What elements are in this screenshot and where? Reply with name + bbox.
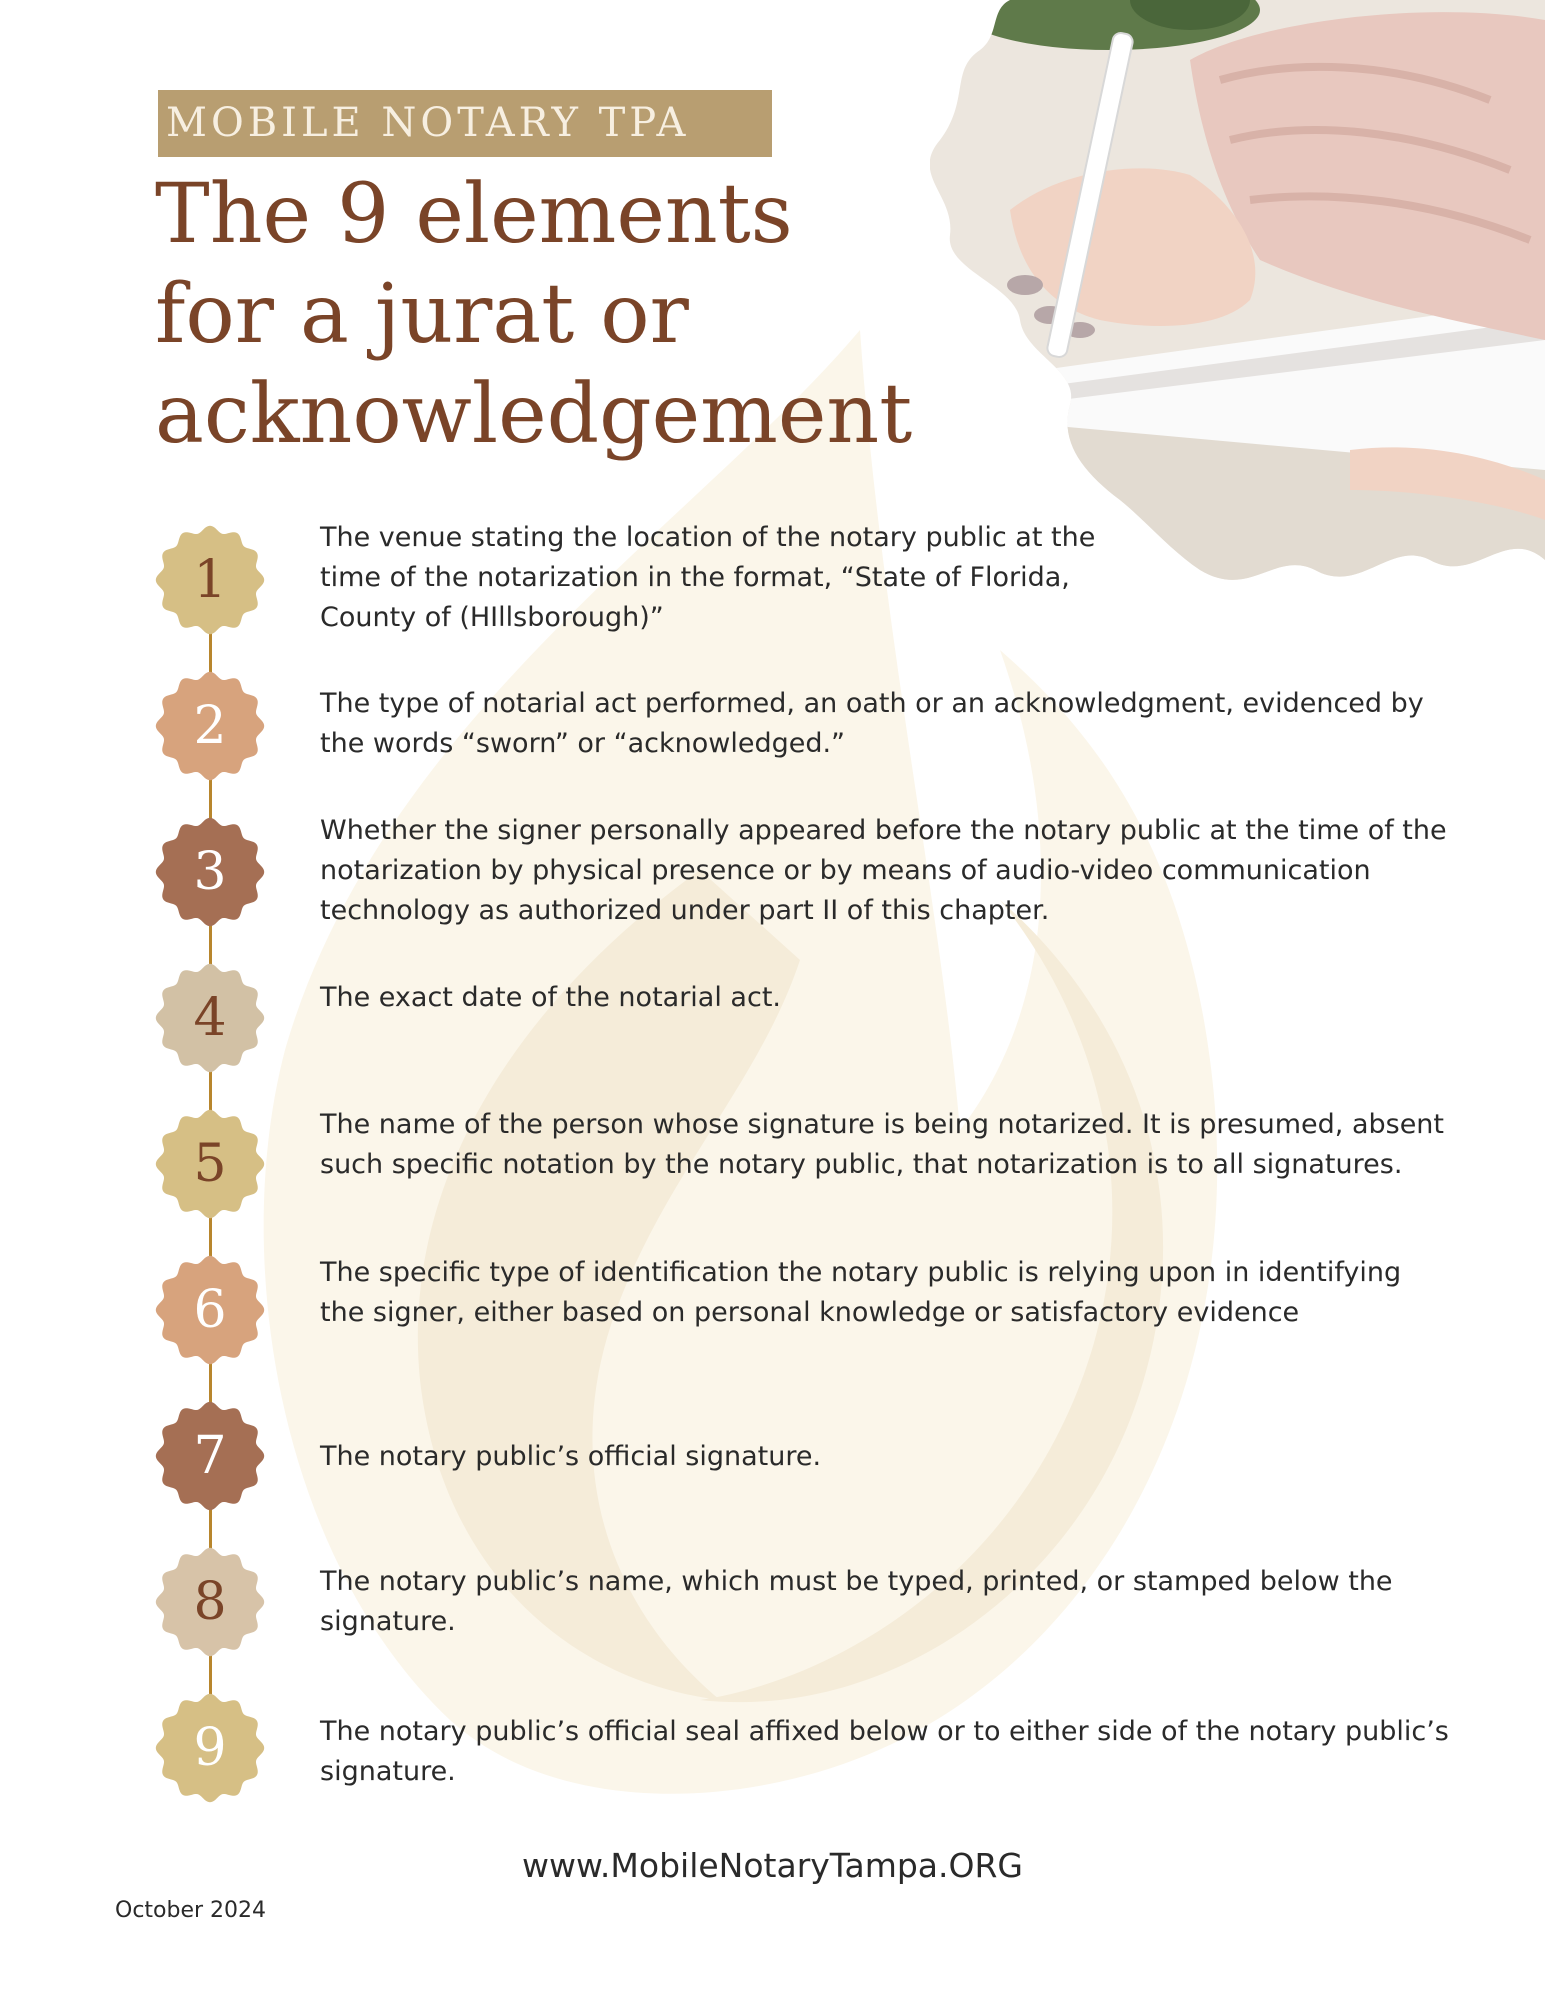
title-line-1: The 9 elements [155, 167, 793, 262]
step-text-5: The name of the person whose signature is being notarized. It is presumed, absent such specific notation by the notary public, that notarization is to all signatures. [320, 1109, 1445, 1180]
step-badge-4 [155, 963, 265, 1073]
step-badge-8 [155, 1547, 265, 1657]
step-text-9: The notary public’s official seal affixed below or to either side of the notary public’s signature. [320, 1716, 1449, 1787]
step-text-1: The venue stating the location of the notary public at the time of the notarization in the format, “State of Florida, County of (HIllsborough)” [320, 522, 1096, 633]
website-link[interactable]: www.MobileNotaryTampa.ORG [521, 1846, 1023, 1885]
step-number-4: 4 [193, 988, 227, 1048]
step-text-3: Whether the signer personally appeared before the notary public at the time of the notarization by physical presence or by means of audio-video communication technology as authorized under part II of this chapter. [320, 815, 1447, 926]
step-number-5: 5 [193, 1134, 227, 1194]
title-line-3: acknowledgement [155, 367, 913, 462]
writing-hand-photo [930, 0, 1545, 600]
step-badge-1 [155, 525, 265, 635]
step-number-9: 9 [193, 1718, 227, 1778]
step-number-6: 6 [193, 1280, 227, 1340]
page-title [155, 165, 955, 465]
step-number-7: 7 [193, 1426, 227, 1486]
step-text-2: The type of notarial act performed, an oath or an acknowledgment, evidenced by the words “sworn” or “acknowledged.” [320, 688, 1424, 759]
brand-label: MOBILE NOTARY TPA [158, 90, 772, 157]
footer-date: October 2024 [115, 1898, 267, 1923]
step-text-4: The exact date of the notarial act. [320, 982, 781, 1013]
step-number-8: 8 [193, 1572, 227, 1632]
step-badge-6 [155, 1255, 265, 1365]
step-badge-7 [155, 1401, 265, 1511]
step-badge-2 [155, 671, 265, 781]
step-number-3: 3 [193, 842, 227, 902]
step-badge-3 [155, 817, 265, 927]
step-text-8: The notary public’s name, which must be typed, printed, or stamped below the signature. [320, 1566, 1393, 1637]
step-badge-5 [155, 1109, 265, 1219]
step-number-2: 2 [193, 696, 227, 756]
step-text-6: The specific type of identification the notary public is relying upon in identifying the signer, either based on personal knowledge or satisfactory evidence [320, 1257, 1402, 1328]
step-number-1: 1 [193, 550, 227, 610]
step-badge-9 [155, 1693, 265, 1803]
step-text-7: The notary public’s official signature. [320, 1441, 822, 1472]
title-line-2: for a jurat or [155, 267, 689, 362]
